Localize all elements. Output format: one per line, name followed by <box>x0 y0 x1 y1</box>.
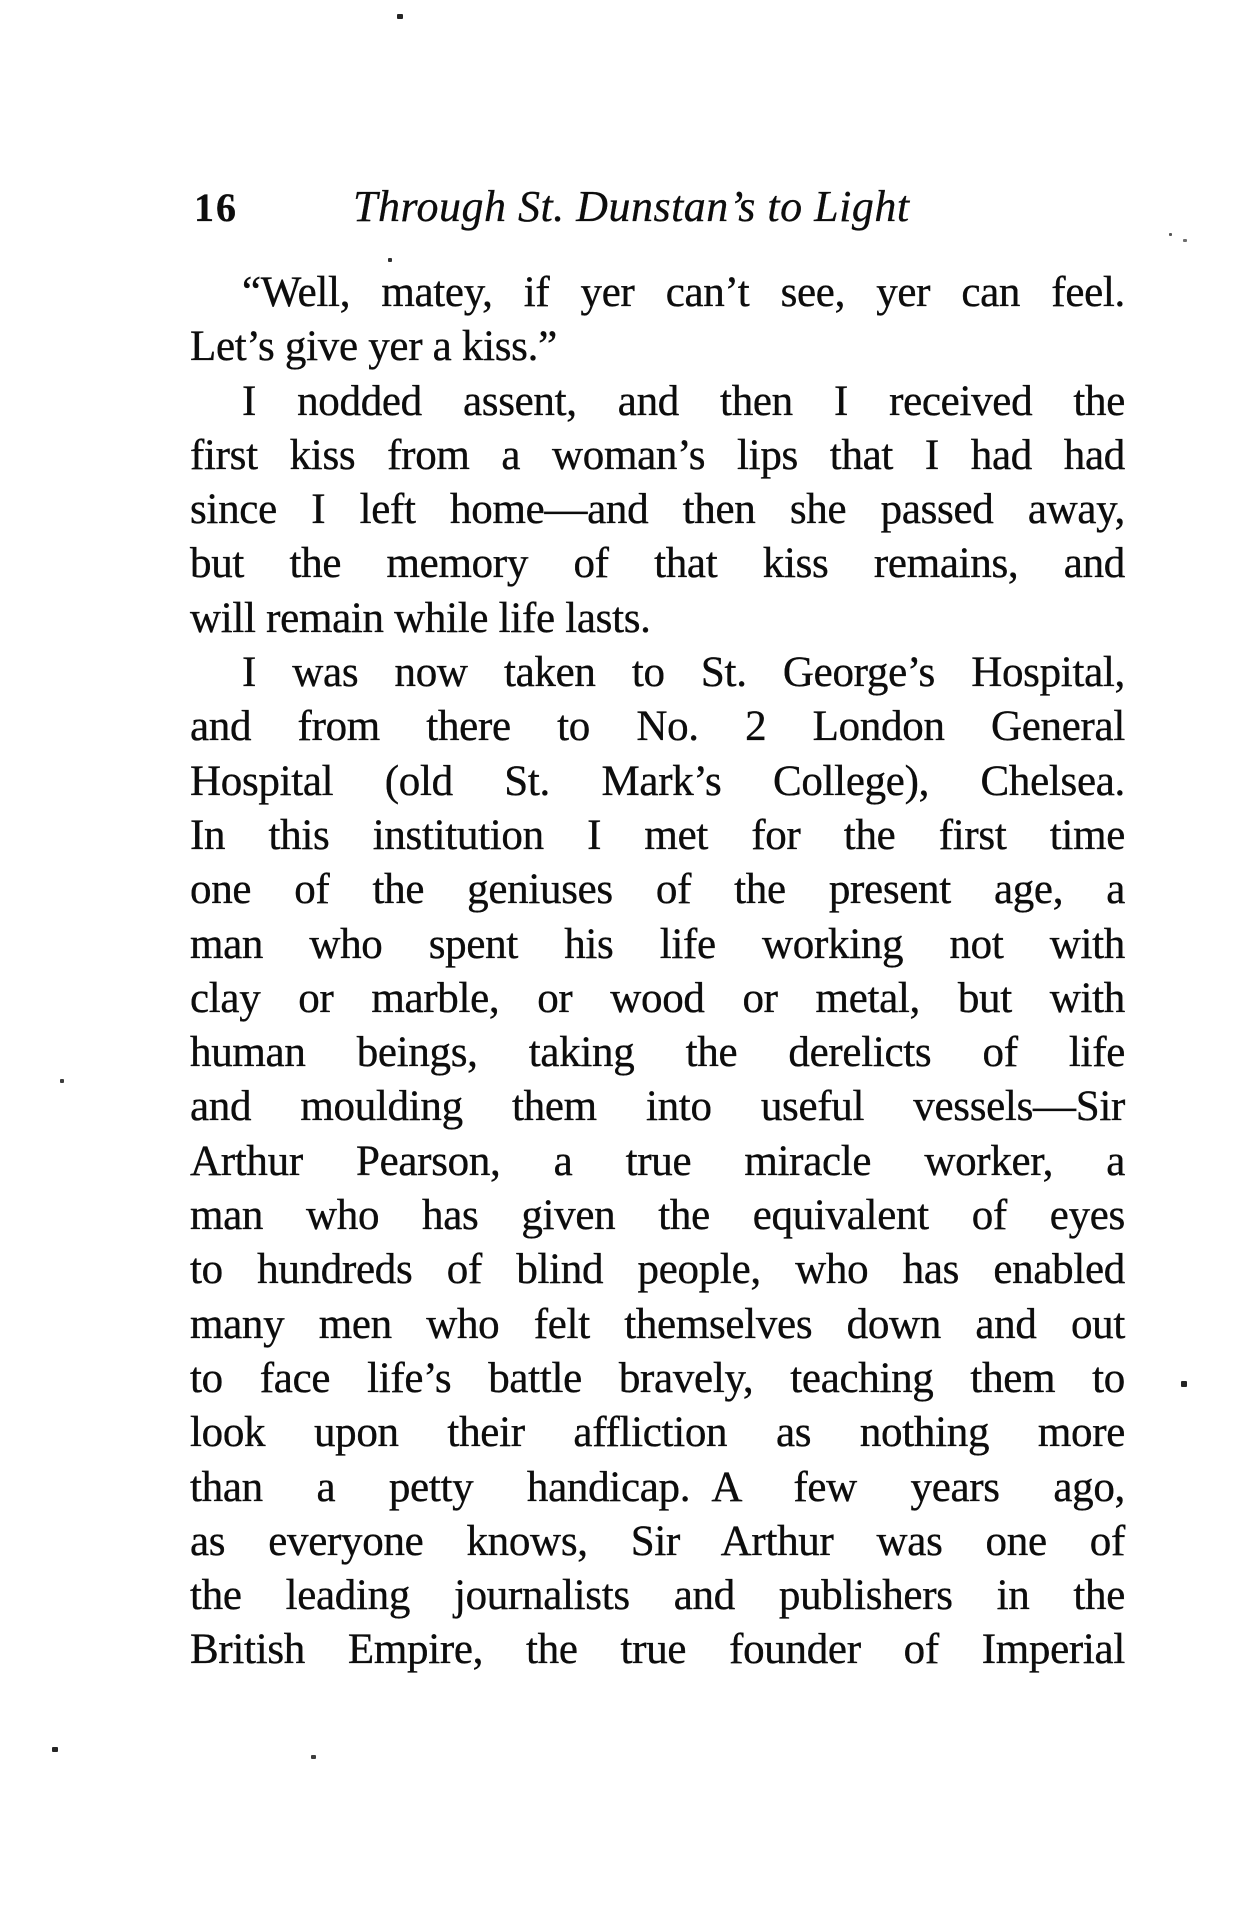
text-line: I nodded assent, and then I received the <box>242 377 1125 425</box>
text-line: since I left home—and then she passed away, <box>190 486 1125 534</box>
text-line: and from there to No. 2 London General <box>190 703 1125 751</box>
text-block <box>190 266 1125 1678</box>
text-line: I was now taken to St. George’s Hospital, <box>242 649 1125 697</box>
text-line: to face life’s battle bravely, teaching them to <box>190 1354 1125 1402</box>
text-line: than a petty handicap. A few years ago, <box>190 1463 1125 1511</box>
text-line: but the memory of that kiss remains, and <box>190 540 1125 588</box>
text-line: the leading journalists and publishers in the <box>190 1572 1125 1620</box>
scan-speck <box>1183 239 1187 242</box>
text-line: first kiss from a woman’s lips that I had had <box>190 431 1125 479</box>
page-number: 16 <box>194 185 238 230</box>
text-line: human beings, taking the derelicts of life <box>190 1029 1125 1077</box>
scan-speck <box>388 258 392 262</box>
text-line: as everyone knows, Sir Arthur was one of <box>190 1517 1125 1565</box>
scan-speck <box>52 1747 58 1752</box>
page-header <box>190 181 1130 231</box>
text-line: one of the geniuses of the present age, a <box>190 866 1125 914</box>
text-line: Let’s give yer a kiss.” <box>190 323 557 371</box>
text-line: and moulding them into useful vessels—Sir <box>190 1083 1125 1131</box>
text-line: clay or marble, or wood or metal, but with <box>190 974 1125 1022</box>
running-title: Through St. Dunstan’s to Light <box>353 182 910 231</box>
paragraph <box>190 375 1125 646</box>
paragraph <box>190 646 1125 1678</box>
paragraph <box>190 266 1125 375</box>
text-line: will remain while life lasts. <box>190 594 651 642</box>
text-line: Arthur Pearson, a true miracle worker, a <box>190 1137 1125 1185</box>
scan-speck <box>311 1755 316 1759</box>
text-line: Hospital (old St. Mark’s College), Chelsea. <box>190 757 1125 805</box>
text-line: British Empire, the true founder of Imperial <box>190 1626 1125 1674</box>
scan-speck <box>397 14 403 19</box>
scan-speck <box>60 1079 64 1083</box>
text-line: look upon their affliction as nothing more <box>190 1409 1125 1457</box>
scan-speck <box>1181 1381 1187 1387</box>
text-line: man who spent his life working not with <box>190 920 1125 968</box>
scan-speck <box>1169 233 1172 236</box>
text-line: to hundreds of blind people, who has enabled <box>190 1246 1125 1294</box>
text-line: man who has given the equivalent of eyes <box>190 1192 1125 1240</box>
text-line: “Well, matey, if yer can’t see, yer can feel. <box>242 269 1125 316</box>
text-line: In this institution I met for the first time <box>190 811 1125 859</box>
text-line: many men who felt themselves down and out <box>190 1300 1125 1348</box>
